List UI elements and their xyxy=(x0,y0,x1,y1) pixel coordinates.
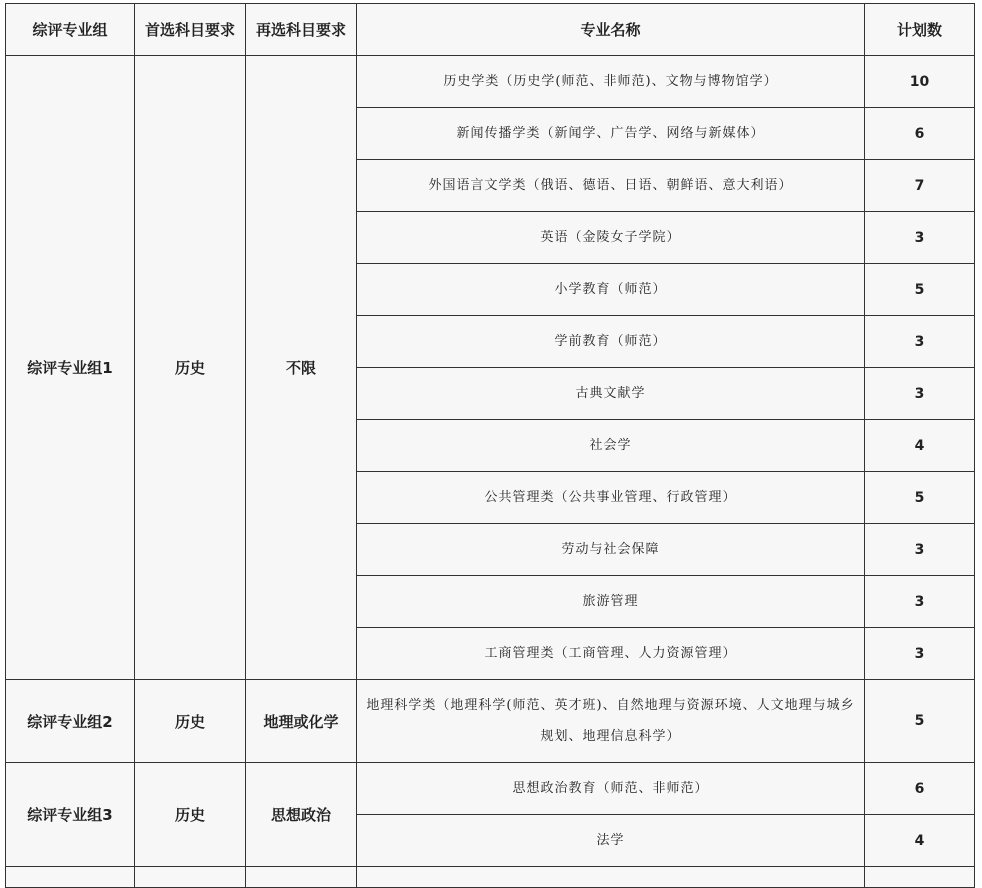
plan-count: 6 xyxy=(865,763,975,815)
plan-count: 6 xyxy=(865,108,975,160)
header-plan-count: 计划数 xyxy=(865,4,975,56)
group-name: 综评专业组1 xyxy=(6,56,135,680)
major-name: 公共管理类（公共事业管理、行政管理） xyxy=(357,472,865,524)
major-name: 外国语言文学类（俄语、德语、日语、朝鲜语、意大利语） xyxy=(357,160,865,212)
major-name: 工商管理类（工商管理、人力资源管理） xyxy=(357,628,865,680)
major-name: 法学 xyxy=(357,815,865,867)
group-name: 综评专业组3 xyxy=(6,763,135,867)
plan-count: 3 xyxy=(865,524,975,576)
major-name: 学前教育（师范） xyxy=(357,316,865,368)
group-name: 综评专业组2 xyxy=(6,680,135,763)
table-row xyxy=(6,56,975,108)
second-subject: 思想政治 xyxy=(246,763,357,867)
major-name: 新闻传播学类（新闻学、广告学、网络与新媒体） xyxy=(357,108,865,160)
major-name: 英语（金陵女子学院） xyxy=(357,212,865,264)
second-subject: 不限 xyxy=(246,56,357,680)
header-group: 综评专业组 xyxy=(6,4,135,56)
table-row xyxy=(6,867,975,888)
plan-count: 5 xyxy=(865,264,975,316)
major-name: 古典文献学 xyxy=(357,368,865,420)
second-subject: 地理或化学 xyxy=(246,680,357,763)
plan-count: 10 xyxy=(865,56,975,108)
major-name: 历史学类（历史学(师范、非师范)、文物与博物馆学） xyxy=(357,56,865,108)
first-subject: 历史 xyxy=(135,56,246,680)
plan-count: 4 xyxy=(865,420,975,472)
header-second-subject: 再选科目要求 xyxy=(246,4,357,56)
major-name: 社会学 xyxy=(357,420,865,472)
plan-count: 4 xyxy=(865,815,975,867)
plan-count: 3 xyxy=(865,368,975,420)
first-subject: 历史 xyxy=(135,763,246,867)
plan-count: 5 xyxy=(865,680,975,763)
plan-count: 3 xyxy=(865,212,975,264)
first-subject: 历史 xyxy=(135,680,246,763)
header-first-subject: 首选科目要求 xyxy=(135,4,246,56)
table-row xyxy=(6,763,975,815)
table-row xyxy=(6,680,975,763)
plan-count: 3 xyxy=(865,316,975,368)
major-name: 思想政治教育（师范、非师范） xyxy=(357,763,865,815)
plan-count: 3 xyxy=(865,628,975,680)
plan-count: 5 xyxy=(865,472,975,524)
major-name: 劳动与社会保障 xyxy=(357,524,865,576)
plan-count: 3 xyxy=(865,576,975,628)
major-name: 旅游管理 xyxy=(357,576,865,628)
header-major-name: 专业名称 xyxy=(357,4,865,56)
major-name: 小学教育（师范） xyxy=(357,264,865,316)
major-name: 地理科学类（地理科学(师范、英才班)、自然地理与资源环境、人文地理与城乡规划、地理信息科学） xyxy=(357,680,865,763)
plan-count: 7 xyxy=(865,160,975,212)
admission-plan-table xyxy=(5,3,975,888)
header-row xyxy=(6,4,975,56)
